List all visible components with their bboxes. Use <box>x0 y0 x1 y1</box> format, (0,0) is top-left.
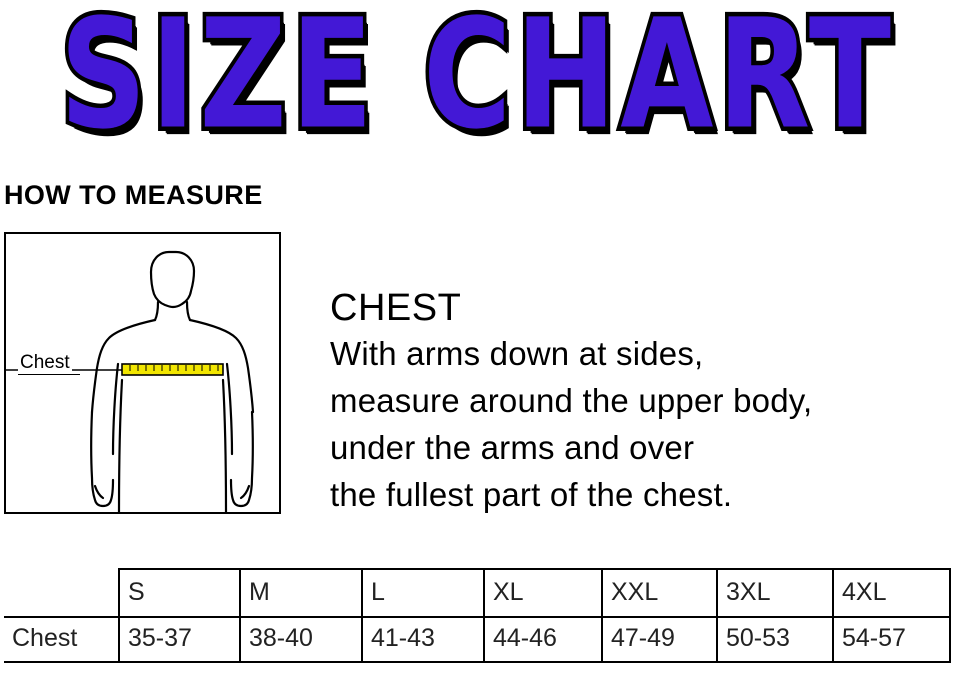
page-title-banner <box>0 0 954 148</box>
cell-chest-s: 35-37 <box>119 617 240 662</box>
size-table <box>4 568 951 663</box>
how-to-measure-heading: HOW TO MEASURE <box>4 180 263 210</box>
cell-chest-l: 41-43 <box>362 617 484 662</box>
column-header-xxl: XXL <box>602 569 717 617</box>
column-header-3xl: 3XL <box>717 569 833 617</box>
row-label-chest: Chest <box>4 617 119 662</box>
cell-chest-xl: 44-46 <box>484 617 602 662</box>
column-header-l: L <box>362 569 484 617</box>
column-header-s: S <box>119 569 240 617</box>
column-header-m: M <box>240 569 362 617</box>
description-heading: CHEST <box>330 287 462 329</box>
page-title: SIZE CHART <box>59 0 895 148</box>
cell-chest-3xl: 50-53 <box>717 617 833 662</box>
description-line-3: under the arms and over <box>330 428 695 466</box>
table-row <box>4 617 950 662</box>
column-header-xl: XL <box>484 569 602 617</box>
figure-chest-label-underline <box>18 374 80 375</box>
cell-chest-xxl: 47-49 <box>602 617 717 662</box>
description-body <box>330 331 950 518</box>
measurement-description <box>330 288 950 518</box>
column-header-4xl: 4XL <box>833 569 950 617</box>
cell-chest-4xl: 54-57 <box>833 617 950 662</box>
description-line-2: measure around the upper body, <box>330 381 813 419</box>
cell-chest-m: 38-40 <box>240 617 362 662</box>
table-corner-cell <box>4 569 119 617</box>
table-header-row <box>4 569 950 617</box>
description-line-4: the fullest part of the chest. <box>330 475 733 513</box>
description-line-1: With arms down at sides, <box>330 335 704 373</box>
tape-measure-icon <box>122 364 223 375</box>
figure-chest-label: Chest <box>20 352 70 373</box>
